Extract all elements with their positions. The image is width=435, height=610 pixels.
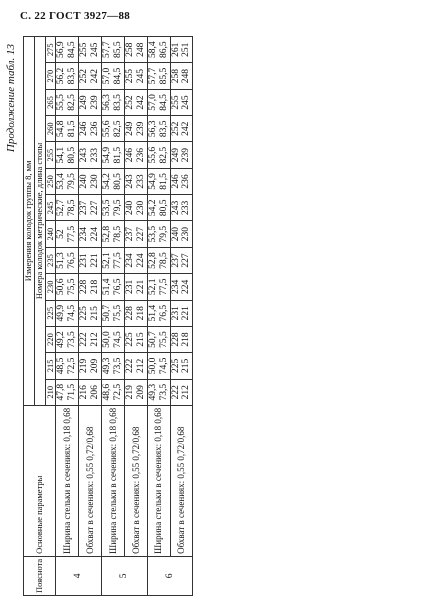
value-cell: 50,0 74,5	[101, 326, 124, 352]
value-cell: 228 218	[170, 326, 193, 352]
group-header: Пояснота	[24, 556, 56, 595]
value-cell: 234 224	[124, 247, 147, 273]
group-number: 6	[147, 556, 193, 595]
rotated-table-block	[3, 36, 423, 596]
continuation-label: Продолжение табл. 13	[5, 44, 17, 153]
value-cell: 258 248	[124, 37, 147, 63]
value-cell: 240 230	[124, 195, 147, 221]
value-cell: 219 209	[79, 353, 102, 379]
value-cell: 49,3 73,5	[147, 379, 170, 405]
value-cell: 54,8 81,5	[56, 116, 79, 142]
value-cell: 54,9 81,5	[101, 142, 124, 168]
value-cell: 56,9 84,5	[56, 37, 79, 63]
value-cell: 240 230	[170, 221, 193, 247]
value-cell: 58,4 86,5	[147, 37, 170, 63]
page-header: С. 22 ГОСТ 3927—88	[20, 10, 131, 22]
value-cell: 57,7 85,5	[101, 37, 124, 63]
param-label: Ширина стельки в сечениях: 0,18 0,68	[56, 405, 79, 556]
table-row	[79, 37, 102, 596]
value-cell: 51,4 76,5	[147, 300, 170, 326]
value-cell: 243 233	[170, 195, 193, 221]
value-cell: 234 224	[79, 221, 102, 247]
value-cell: 225 215	[170, 353, 193, 379]
value-cell: 243 233	[79, 142, 102, 168]
size-header: 245	[45, 195, 56, 221]
value-cell: 249 239	[79, 89, 102, 115]
value-cell: 219 209	[124, 379, 147, 405]
params-header: Основные параметры	[24, 405, 56, 556]
value-cell: 50,7 75,5	[101, 300, 124, 326]
table-subtitle: Номера колодок метрические, длина стопы	[34, 37, 45, 406]
group-number: 5	[101, 556, 147, 595]
value-cell: 246 236	[170, 168, 193, 194]
value-cell: 225 215	[79, 300, 102, 326]
value-cell: 54,2 80,5	[147, 195, 170, 221]
table-body	[56, 37, 193, 596]
size-header: 235	[45, 247, 56, 273]
size-header: 255	[45, 142, 56, 168]
value-cell: 57,0 84,5	[147, 89, 170, 115]
value-cell: 48,5 72,5	[56, 353, 79, 379]
value-cell: 255 245	[170, 89, 193, 115]
value-cell: 237 227	[170, 247, 193, 273]
value-cell: 57,7 85,5	[147, 63, 170, 89]
value-cell: 216 206	[79, 379, 102, 405]
param-label: Обхват в сечениях: 0,55 0,72/0,68	[79, 405, 102, 556]
value-cell: 56,3 83,5	[101, 89, 124, 115]
value-cell: 53,5 79,5	[101, 195, 124, 221]
value-cell: 252 242	[170, 116, 193, 142]
value-cell: 49,2 73,5	[56, 326, 79, 352]
value-cell: 261 251	[170, 37, 193, 63]
value-cell: 54,1 80,5	[56, 142, 79, 168]
value-cell: 52 77,5	[56, 221, 79, 247]
value-cell: 231 221	[124, 274, 147, 300]
value-cell: 225 215	[124, 326, 147, 352]
value-cell: 51,3 76,5	[56, 247, 79, 273]
value-cell: 49,3 73,5	[101, 353, 124, 379]
value-cell: 52,1 77,5	[101, 247, 124, 273]
value-cell: 228 218	[124, 300, 147, 326]
value-cell: 249 239	[170, 142, 193, 168]
measurements-table	[23, 36, 193, 596]
size-header: 210	[45, 379, 56, 405]
value-cell: 54,9 81,5	[147, 168, 170, 194]
value-cell: 50,0 74,5	[147, 353, 170, 379]
value-cell: 55,6 82,5	[147, 142, 170, 168]
value-cell: 222 212	[79, 326, 102, 352]
value-cell: 258 248	[170, 63, 193, 89]
value-cell: 53,4 79,5	[56, 168, 79, 194]
value-cell: 56,2 83,5	[56, 63, 79, 89]
size-header: 265	[45, 89, 56, 115]
value-cell: 255 245	[124, 63, 147, 89]
value-cell: 54,2 80,5	[101, 168, 124, 194]
size-header: 275	[45, 37, 56, 63]
size-header: 215	[45, 353, 56, 379]
size-header: 225	[45, 300, 56, 326]
value-cell: 234 224	[170, 274, 193, 300]
value-cell: 56,3 83,5	[147, 116, 170, 142]
value-cell: 231 221	[79, 247, 102, 273]
value-cell: 222 212	[124, 353, 147, 379]
param-label: Ширина стельки в сечениях: 0,18 0,68	[101, 405, 124, 556]
value-cell: 246 236	[79, 116, 102, 142]
value-cell: 231 221	[170, 300, 193, 326]
value-cell: 47,8 71,5	[56, 379, 79, 405]
size-header: 250	[45, 168, 56, 194]
param-label: Обхват в сечениях: 0,55 0,72/0,68	[170, 405, 193, 556]
value-cell: 51,4 76,5	[101, 274, 124, 300]
table-row	[124, 37, 147, 596]
param-label: Ширина стельки в сечениях: 0,18 0,68	[147, 405, 170, 556]
value-cell: 249 239	[124, 116, 147, 142]
value-cell: 50,7 75,5	[147, 326, 170, 352]
table-row	[56, 37, 79, 596]
table-row	[170, 37, 193, 596]
size-header: 270	[45, 63, 56, 89]
value-cell: 55,6 82,5	[101, 116, 124, 142]
value-cell: 52,8 78,5	[147, 247, 170, 273]
value-cell: 48,6 72,5	[101, 379, 124, 405]
table-row	[101, 37, 124, 596]
value-cell: 55,5 82,5	[56, 89, 79, 115]
value-cell: 222 212	[170, 379, 193, 405]
value-cell: 53,5 79,5	[147, 221, 170, 247]
value-cell: 237 227	[79, 195, 102, 221]
value-cell: 57,0 84,5	[101, 63, 124, 89]
value-cell: 49,9 74,5	[56, 300, 79, 326]
value-cell: 52,8 78,5	[101, 221, 124, 247]
size-header: 260	[45, 116, 56, 142]
value-cell: 252 242	[79, 63, 102, 89]
size-header: 240	[45, 221, 56, 247]
value-cell: 255 245	[79, 37, 102, 63]
value-cell: 52,7 78,5	[56, 195, 79, 221]
table-row	[147, 37, 170, 596]
value-cell: 50,6 75,5	[56, 274, 79, 300]
value-cell: 240 230	[79, 168, 102, 194]
value-cell: 52,1 77,5	[147, 274, 170, 300]
param-label: Обхват в сечениях: 0,55 0,72/0,68	[124, 405, 147, 556]
size-header: 220	[45, 326, 56, 352]
value-cell: 252 242	[124, 89, 147, 115]
table-title: Измерения колодок группы 8, мм	[24, 37, 35, 406]
group-number: 4	[56, 556, 102, 595]
value-cell: 243 233	[124, 168, 147, 194]
value-cell: 237 227	[124, 221, 147, 247]
value-cell: 246 236	[124, 142, 147, 168]
value-cell: 228 218	[79, 274, 102, 300]
size-header: 230	[45, 274, 56, 300]
